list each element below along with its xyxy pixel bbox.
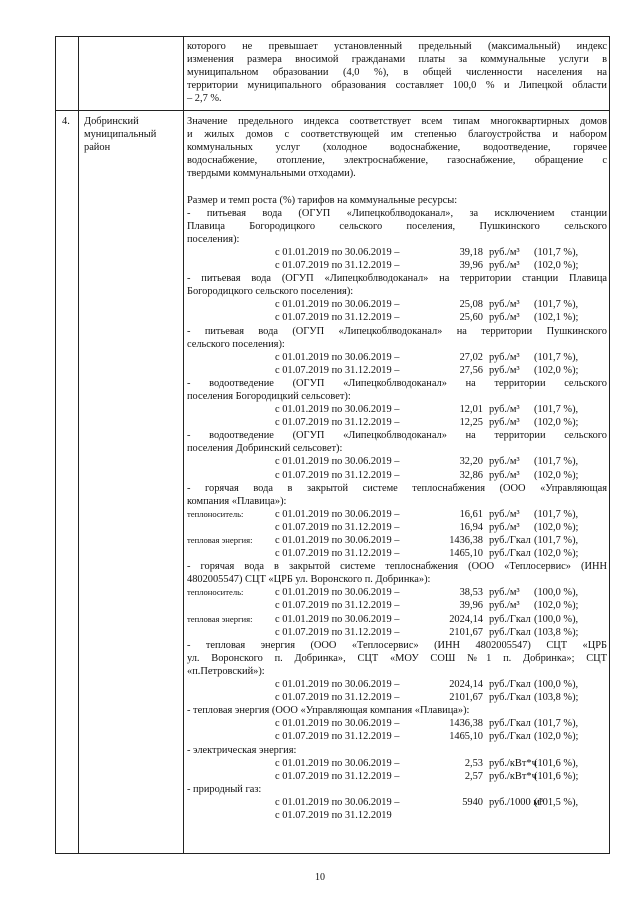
tariff-growth-percent: (101,7 %), bbox=[534, 246, 579, 258]
tariff-group-heading: - питьевая вода (ОГУП «Липецкоблводоканал», за исключением станции bbox=[187, 207, 607, 219]
description-line: Значение предельного индекса соответствует всем типам многоквартирных домов bbox=[187, 116, 607, 127]
tariff-value: 2024,14 bbox=[449, 613, 483, 625]
description-line: и жилых домов с соответствующей им степенью благоустройства и набором bbox=[187, 129, 607, 141]
tariff-period: с 01.07.2019 по 31.12.2019 – bbox=[275, 770, 400, 782]
document-table bbox=[55, 36, 610, 854]
tariff-group-heading: - природный газ: bbox=[187, 783, 262, 795]
tariff-growth-percent: (103,8 %); bbox=[534, 692, 579, 704]
tariff-group-heading: - тепловая энергия (ООО «Управляющая компания «Плавица»): bbox=[187, 705, 470, 717]
tariff-value: 27,02 bbox=[459, 351, 483, 363]
tariff-rate-row bbox=[187, 691, 607, 704]
tariff-unit: руб./м³ bbox=[489, 508, 520, 520]
tariff-rate-row bbox=[187, 259, 607, 272]
tariff-unit: руб./Гкал bbox=[489, 535, 531, 546]
tariff-growth-percent: (102,0 %); bbox=[534, 548, 579, 560]
tariff-value: 1436,38 bbox=[449, 535, 483, 546]
tariff-period: с 01.01.2019 по 30.06.2019 – bbox=[275, 796, 400, 808]
tariff-period: с 01.01.2019 по 30.06.2019 – bbox=[275, 351, 400, 363]
tariff-value: 32,20 bbox=[459, 456, 483, 468]
tariff-growth-percent: (102,0 %); bbox=[534, 600, 579, 612]
tariff-group-heading: - водоотведение (ОГУП «Липецкоблводоканал» на территории сельского bbox=[187, 377, 607, 389]
tariff-value: 2,57 bbox=[464, 770, 483, 782]
intro-line: – 2,7 %. bbox=[187, 93, 222, 105]
tariff-period: с 01.01.2019 по 30.06.2019 – bbox=[275, 299, 400, 311]
region-name bbox=[84, 115, 184, 154]
tariff-period: с 01.07.2019 по 31.12.2019 – bbox=[275, 548, 400, 560]
tariff-value: 25,08 bbox=[459, 299, 483, 311]
tariff-rate-row bbox=[187, 809, 607, 822]
tariff-component-label: тепловая энергия: bbox=[187, 613, 253, 624]
tariff-period: с 01.01.2019 по 30.06.2019 – bbox=[275, 508, 400, 520]
tariff-rate-row bbox=[187, 416, 607, 429]
tariff-rate-row bbox=[187, 613, 607, 626]
tariff-value: 5940 bbox=[462, 796, 483, 808]
tariff-group-heading: Богородицкого сельского поселения): bbox=[187, 286, 354, 298]
tariff-growth-percent: (100,0 %), bbox=[534, 613, 579, 625]
tariff-rate-row bbox=[187, 469, 607, 482]
tariff-group-heading: - горячая вода в закрытой системе теплоснабжения (ООО «Управляющая bbox=[187, 482, 607, 494]
tariff-growth-percent: (101,6 %); bbox=[534, 770, 579, 782]
tariff-period: с 01.07.2019 по 31.12.2019 – bbox=[275, 364, 400, 376]
tariff-group-heading: поселения): bbox=[187, 233, 240, 245]
tariff-rate-row bbox=[187, 246, 607, 259]
tariff-growth-percent: (102,1 %); bbox=[534, 312, 579, 324]
tariff-value: 39,96 bbox=[459, 600, 483, 612]
tariff-rate-row bbox=[187, 547, 607, 560]
tariff-growth-percent: (100,0 %), bbox=[534, 679, 579, 691]
tariff-group-heading: - водоотведение (ОГУП «Липецкоблводоканал» на территории сельского bbox=[187, 430, 607, 442]
tariff-unit: руб./Гкал bbox=[489, 718, 531, 730]
tariff-value: 32,86 bbox=[459, 469, 483, 481]
tariff-unit: руб./кВт*ч bbox=[489, 770, 537, 782]
tariff-unit: руб./Гкал bbox=[489, 679, 531, 691]
tariff-growth-percent: (101,7 %), bbox=[534, 718, 579, 730]
tariff-growth-percent: (101,7 %), bbox=[534, 351, 579, 363]
intro-line: территории муниципального образования составляет 100,0 % и Липецкой области bbox=[187, 80, 607, 92]
tariff-value: 1465,10 bbox=[449, 731, 483, 743]
tariff-period: с 01.01.2019 по 30.06.2019 – bbox=[275, 757, 400, 769]
intro-line: муниципальном образовании (4,0 %), в общей численности населения на bbox=[187, 67, 607, 79]
tariff-period: с 01.07.2019 по 31.12.2019 – bbox=[275, 692, 400, 704]
tariff-value: 25,60 bbox=[459, 312, 483, 324]
tariff-rate-row bbox=[187, 351, 607, 364]
tariff-rate-row bbox=[187, 757, 607, 770]
tariff-heading: Размер и темп роста (%) тарифов на коммунальные ресурсы: bbox=[187, 194, 458, 206]
tariff-growth-percent: (103,8 %); bbox=[534, 626, 579, 638]
tariff-growth-percent: (101,7 %), bbox=[534, 456, 579, 468]
tariff-period: с 01.01.2019 по 30.06.2019 – bbox=[275, 246, 400, 258]
tariff-group-heading: 4802005547) СЦТ «ЦРБ ул. Воронского п. Добринка»): bbox=[187, 574, 431, 586]
tariff-rate-row bbox=[187, 678, 607, 691]
tariff-rate-row bbox=[187, 298, 607, 311]
tariff-growth-percent: (102,0 %); bbox=[534, 731, 579, 743]
tariff-group-heading: сельского поселения): bbox=[187, 338, 285, 350]
tariff-unit: руб./1000 м³ bbox=[489, 796, 543, 808]
tariff-unit: руб./м³ bbox=[489, 521, 520, 533]
description-line: твердыми коммунальными отходами). bbox=[187, 168, 356, 180]
tariff-rate-row bbox=[187, 455, 607, 468]
tariff-unit: руб./Гкал bbox=[489, 626, 531, 638]
page-number: 10 bbox=[315, 872, 325, 883]
tariff-growth-percent: (102,0 %); bbox=[534, 417, 579, 429]
tariff-rate-row bbox=[187, 796, 607, 809]
tariff-group-heading: - электрическая энергия: bbox=[187, 744, 297, 756]
spacer bbox=[187, 180, 607, 193]
tariff-unit: руб./Гкал bbox=[489, 613, 531, 625]
row-divider bbox=[56, 110, 609, 111]
tariff-period: с 01.07.2019 по 31.12.2019 – bbox=[275, 731, 400, 743]
tariff-rate-row bbox=[187, 717, 607, 730]
region-line: Добринский bbox=[84, 116, 139, 127]
tariff-rate-row bbox=[187, 311, 607, 324]
tariff-growth-percent: (101,6 %), bbox=[534, 757, 579, 769]
tariff-growth-percent: (100,0 %), bbox=[534, 587, 579, 599]
tariff-growth-percent: (101,7 %), bbox=[534, 404, 579, 416]
tariff-component-label: тепловая энергия: bbox=[187, 535, 253, 545]
intro-cell bbox=[187, 40, 607, 105]
tariff-period: с 01.01.2019 по 30.06.2019 – bbox=[275, 404, 400, 416]
row-number: 4. bbox=[62, 116, 70, 127]
tariff-period: с 01.07.2019 по 31.12.2019 – bbox=[275, 600, 400, 612]
tariff-rate-row bbox=[187, 508, 607, 521]
tariff-group-heading: - питьевая вода (ОГУП «Липецкоблводоканал» на территории Пушкинского bbox=[187, 325, 607, 337]
region-line: район bbox=[84, 142, 111, 154]
tariff-growth-percent: (102,0 %); bbox=[534, 521, 579, 533]
tariff-rate-row bbox=[187, 730, 607, 743]
tariff-period: с 01.01.2019 по 30.06.2019 – bbox=[275, 456, 400, 468]
tariff-period: с 01.07.2019 по 31.12.2019 – bbox=[275, 469, 400, 481]
tariff-group-heading: поселения Добринский сельсовет): bbox=[187, 443, 343, 455]
tariff-value: 1465,10 bbox=[449, 548, 483, 560]
tariff-value: 12,01 bbox=[459, 404, 483, 416]
tariff-unit: руб./м³ bbox=[489, 312, 520, 324]
region-line: муниципальный bbox=[84, 129, 157, 141]
tariff-period: с 01.01.2019 по 30.06.2019 – bbox=[275, 679, 400, 691]
tariff-value: 12,25 bbox=[459, 417, 483, 429]
tariff-period: с 01.07.2019 по 31.12.2019 – bbox=[275, 626, 400, 638]
tariff-growth-percent: (102,0 %); bbox=[534, 260, 579, 272]
tariff-value: 39,18 bbox=[459, 246, 483, 258]
tariff-component-label: теплоноситель: bbox=[187, 587, 244, 598]
tariff-period: с 01.01.2019 по 30.06.2019 – bbox=[275, 718, 400, 730]
description-line: водоснабжение, отопление, электроснабжение, газоснабжение, обращение с bbox=[187, 155, 607, 167]
tariff-period: с 01.01.2019 по 30.06.2019 – bbox=[275, 587, 400, 599]
tariff-group-heading: поселения Богородицкий сельсовет): bbox=[187, 390, 351, 402]
tariff-period: с 01.07.2019 по 31.12.2019 bbox=[275, 809, 392, 821]
tariff-value: 27,56 bbox=[459, 364, 483, 376]
tariff-group-heading: - питьевая вода (ОГУП «Липецкоблводоканал» на территории станции Плавица bbox=[187, 273, 607, 285]
tariff-group-heading: «п.Петровский»): bbox=[187, 665, 265, 677]
tariff-period: с 01.01.2019 по 30.06.2019 – bbox=[275, 613, 400, 625]
tariff-group-heading: Плавица Богородицкого сельского поселения, Пушкинского сельского bbox=[187, 220, 607, 232]
tariff-growth-percent: (102,0 %); bbox=[534, 469, 579, 481]
tariff-rate-row bbox=[187, 770, 607, 783]
tariff-value: 2101,67 bbox=[449, 626, 483, 638]
tariff-period: с 01.01.2019 по 30.06.2019 – bbox=[275, 535, 400, 546]
tariff-period: с 01.07.2019 по 31.12.2019 – bbox=[275, 312, 400, 324]
tariff-value: 1436,38 bbox=[449, 718, 483, 730]
tariff-rate-row bbox=[187, 403, 607, 416]
tariff-value: 2024,14 bbox=[449, 679, 483, 691]
column-divider-2 bbox=[183, 37, 184, 853]
tariff-unit: руб./м³ bbox=[489, 299, 520, 311]
tariff-value: 39,96 bbox=[459, 260, 483, 272]
tariff-group-heading: - тепловая энергия (ООО «Теплосервис» (ИНН 4802005547) СЦТ «ЦРБ bbox=[187, 639, 607, 651]
tariff-value: 2,53 bbox=[464, 757, 483, 769]
tariff-period: с 01.07.2019 по 31.12.2019 – bbox=[275, 417, 400, 429]
tariff-unit: руб./Гкал bbox=[489, 731, 531, 743]
tariff-component-label: теплоноситель: bbox=[187, 508, 244, 519]
tariff-group-heading: - горячая вода в закрытой системе теплоснабжения (ООО «Теплосервис» (ИНН bbox=[187, 561, 607, 573]
tariff-period: с 01.07.2019 по 31.12.2019 – bbox=[275, 260, 400, 272]
tariff-unit: руб./м³ bbox=[489, 364, 520, 376]
description-line: коммунальных услуг (холодное водоснабжение, водоотведение, горячее bbox=[187, 142, 607, 154]
tariff-unit: руб./м³ bbox=[489, 404, 520, 416]
tariff-rate-row bbox=[187, 586, 607, 599]
intro-line: изменения размера вносимой гражданами платы за коммунальные услуги в bbox=[187, 54, 607, 66]
tariff-growth-percent: (101,7 %), bbox=[534, 299, 579, 311]
column-divider-1 bbox=[78, 37, 79, 853]
intro-line: которого не превышает установленный предельный (максимальный) индекс bbox=[187, 41, 607, 52]
tariff-unit: руб./м³ bbox=[489, 417, 520, 429]
tariff-growth-percent: (101,7 %), bbox=[534, 535, 579, 546]
tariff-unit: руб./м³ bbox=[489, 351, 520, 363]
tariff-group-heading: компания «Плавица»): bbox=[187, 495, 287, 507]
tariff-unit: руб./м³ bbox=[489, 587, 520, 599]
tariff-value: 16,94 bbox=[459, 521, 483, 533]
tariff-growth-percent: (101,7 %), bbox=[534, 508, 579, 520]
tariff-unit: руб./м³ bbox=[489, 600, 520, 612]
tariff-period: с 01.07.2019 по 31.12.2019 – bbox=[275, 521, 400, 533]
tariff-content-cell bbox=[187, 115, 607, 822]
tariff-group-heading: ул. Воронского п. Добринка», СЦТ «МОУ СОШ №1 п. Добринка»; СЦТ bbox=[187, 652, 607, 664]
tariff-rate-row bbox=[187, 626, 607, 639]
tariff-rate-row bbox=[187, 599, 607, 612]
tariff-growth-percent: (101,5 %), bbox=[534, 796, 579, 808]
tariff-unit: руб./м³ bbox=[489, 246, 520, 258]
tariff-unit: руб./Гкал bbox=[489, 692, 531, 704]
tariff-unit: руб./м³ bbox=[489, 456, 520, 468]
tariff-unit: руб./Гкал bbox=[489, 548, 531, 560]
tariff-rate-row bbox=[187, 364, 607, 377]
tariff-value: 16,61 bbox=[459, 508, 483, 520]
tariff-unit: руб./м³ bbox=[489, 469, 520, 481]
tariff-rate-row bbox=[187, 534, 607, 547]
tariff-growth-percent: (102,0 %); bbox=[534, 364, 579, 376]
tariff-unit: руб./м³ bbox=[489, 260, 520, 272]
tariff-value: 38,53 bbox=[459, 587, 483, 599]
tariff-value: 2101,67 bbox=[449, 692, 483, 704]
tariff-rate-row bbox=[187, 521, 607, 534]
tariff-unit: руб./кВт*ч bbox=[489, 757, 537, 769]
